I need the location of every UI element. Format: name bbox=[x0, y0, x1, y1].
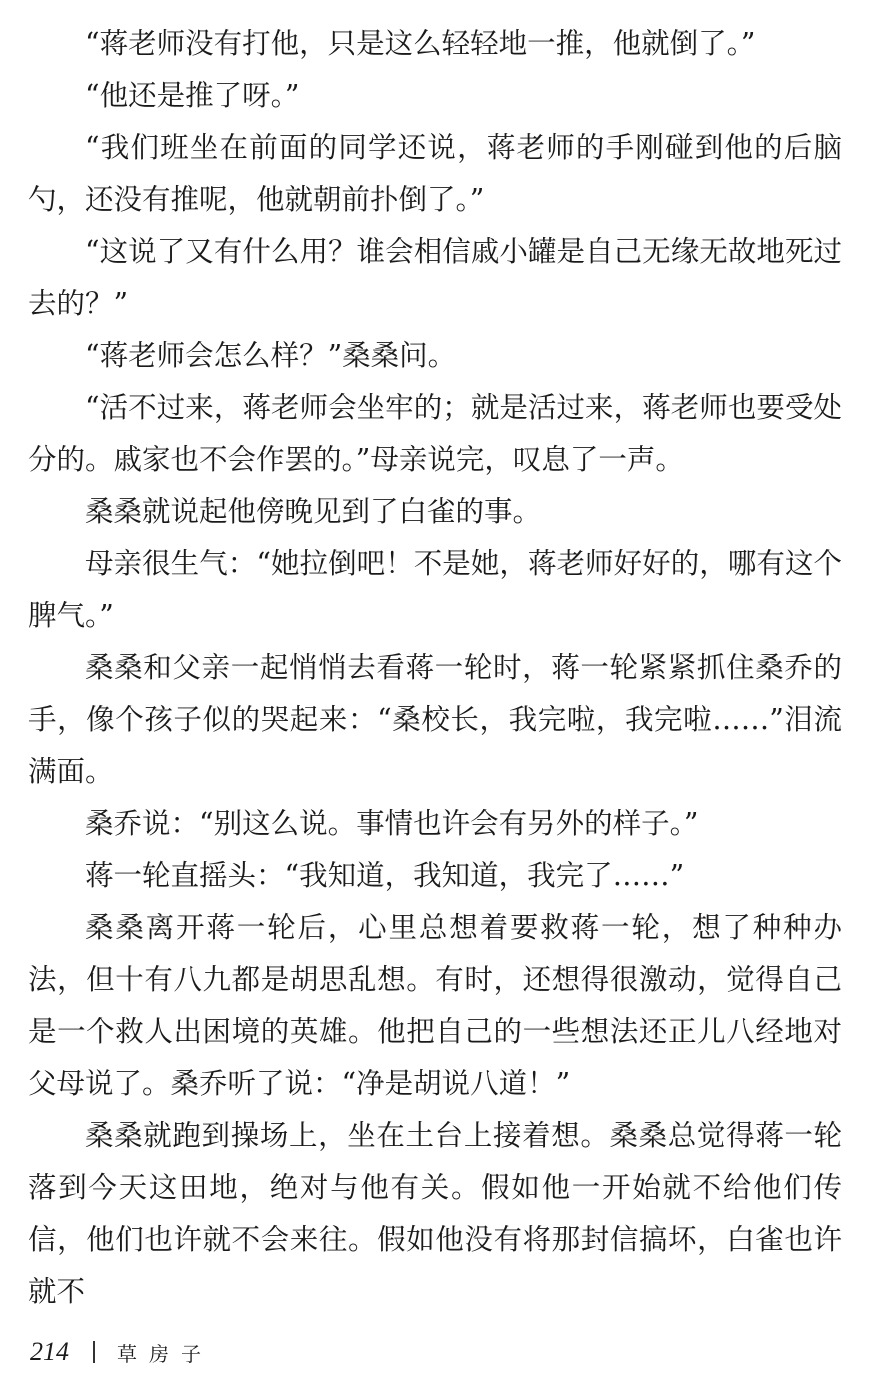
paragraph: “他还是推了呀。” bbox=[85, 79, 300, 112]
paragraph: 桑桑就跑到操场上，坐在土台上接着想。桑桑总觉得蒋一轮落到今天这田地，绝对与他有关。假如他一开始就不给他们传信，他们也许就不会来往。假如他没有将那封信搞坏，白雀也许就不 bbox=[28, 1119, 842, 1308]
page-body bbox=[28, 18, 842, 1318]
paragraph: 桑桑和父亲一起悄悄去看蒋一轮时，蒋一轮紧紧抓住桑乔的手，像个孩子似的哭起来：“桑校长，我完啦，我完啦……”泪流满面。 bbox=[28, 651, 842, 788]
page-footer bbox=[30, 1335, 213, 1369]
page-number: 214 bbox=[30, 1337, 69, 1366]
paragraph: 母亲很生气：“她拉倒吧！不是她，蒋老师好好的，哪有这个脾气。” bbox=[28, 547, 842, 632]
paragraph: 桑乔说：“别这么说。事情也许会有另外的样子。” bbox=[85, 807, 699, 840]
paragraph: 桑桑离开蒋一轮后，心里总想着要救蒋一轮，想了种种办法，但十有八九都是胡思乱想。有时，还想得很激动，觉得自己是一个救人出困境的英雄。他把自己的一些想法还正儿八经地对父母说了。桑乔听了说：“净是胡说八道！” bbox=[28, 911, 842, 1100]
paragraph: “这说了又有什么用？谁会相信戚小罐是自己无缘无故地死过去的？” bbox=[28, 235, 842, 320]
paragraph: “蒋老师会怎么样？”桑桑问。 bbox=[85, 339, 457, 372]
book-title: 草房子 bbox=[117, 1341, 213, 1366]
paragraph: “我们班坐在前面的同学还说，蒋老师的手刚碰到他的后脑勺，还没有推呢，他就朝前扑倒了。” bbox=[28, 131, 842, 216]
paragraph: 桑桑就说起他傍晚见到了白雀的事。 bbox=[85, 495, 542, 528]
paragraph: “蒋老师没有打他，只是这么轻轻地一推，他就倒了。” bbox=[85, 27, 756, 60]
paragraph: 蒋一轮直摇头：“我知道，我知道，我完了……” bbox=[85, 859, 685, 892]
paragraph: “活不过来，蒋老师会坐牢的；就是活过来，蒋老师也要受处分的。戚家也不会作罢的。”母亲说完，叹息了一声。 bbox=[28, 391, 842, 476]
footer-separator bbox=[93, 1341, 95, 1363]
